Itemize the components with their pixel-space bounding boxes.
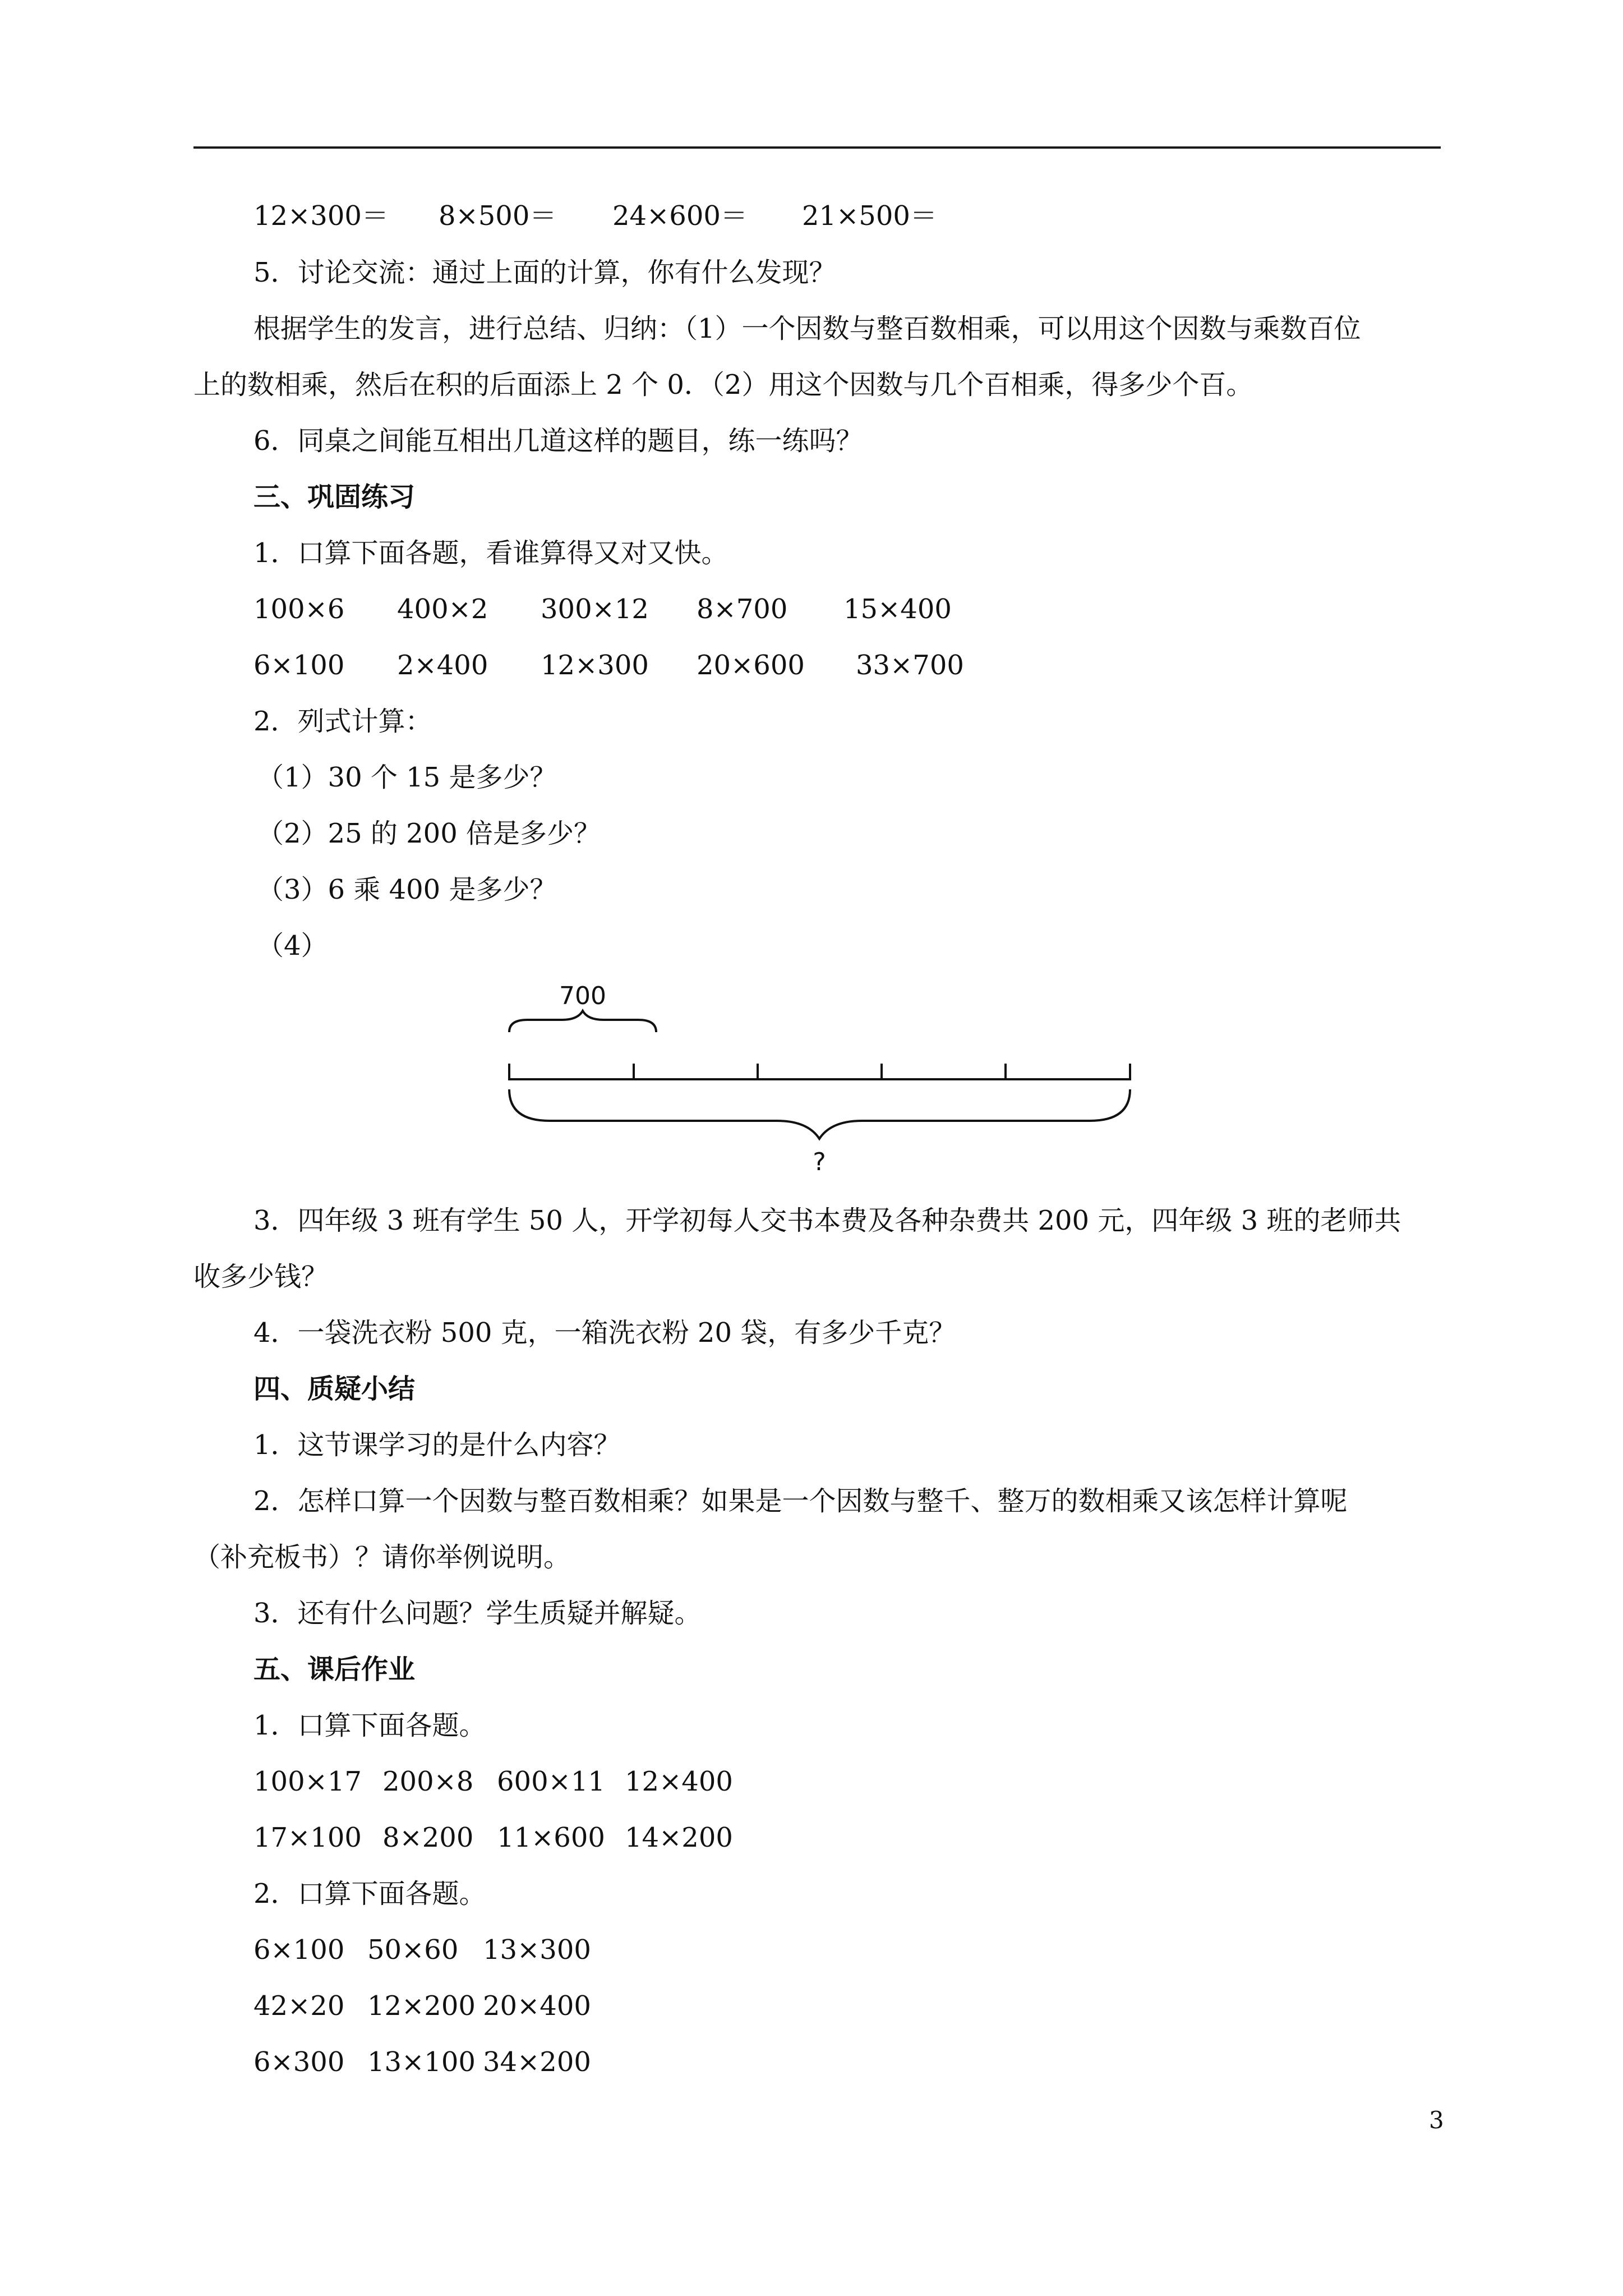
calc-item: 100×6 — [253, 593, 345, 625]
section-heading: 三、巩固练习 — [253, 481, 416, 513]
calc-item: 12×200 — [367, 1990, 476, 2022]
question-text: （补充板书）？请你举例说明。 — [193, 1542, 571, 1573]
header-rule — [193, 146, 1441, 149]
bottom-label: ? — [813, 1148, 826, 1176]
calc-item: 8×200 — [382, 1822, 474, 1853]
summary-line: 根据学生的发言，进行总结、归纳：（1）一个因数与整百数相乘，可以用这个因数与乘数百位 — [253, 313, 1361, 344]
calc-item: 12×400 — [625, 1766, 733, 1797]
calc-item: 8×700 — [697, 593, 788, 625]
calc-item: 17×100 — [253, 1822, 362, 1853]
calc-item: 20×600 — [697, 650, 805, 681]
calc-item: 100×17 — [253, 1766, 362, 1797]
sub-question: （4） — [257, 930, 328, 961]
calc-item: 20×400 — [483, 1990, 591, 2022]
calc-item: 12×300＝ — [253, 200, 389, 232]
calc-item: 2×400 — [397, 650, 488, 681]
question-text: 1．口算下面各题，看谁算得又对又快。 — [253, 537, 728, 569]
question-text: 3．还有什么问题？学生质疑并解疑。 — [253, 1598, 702, 1629]
question-text: 1．口算下面各题。 — [253, 1710, 486, 1741]
calc-item: 600×11 — [497, 1766, 605, 1797]
segment-diagram — [494, 970, 1138, 1184]
calc-item: 15×400 — [843, 593, 952, 625]
top-brace — [509, 1011, 656, 1032]
calc-item: 50×60 — [367, 1934, 459, 1966]
paragraph-5: 5．讨论交流：通过上面的计算，你有什么发现？ — [253, 257, 836, 288]
calc-item: 24×600＝ — [612, 200, 748, 232]
calc-item: 11×600 — [497, 1822, 605, 1853]
calc-item: 6×100 — [253, 1934, 345, 1966]
question-text: 1．这节课学习的是什么内容？ — [253, 1429, 621, 1461]
calc-item: 14×200 — [625, 1822, 733, 1853]
section-heading: 五、课后作业 — [253, 1654, 416, 1685]
question-text: 2．列式计算： — [253, 706, 432, 737]
question-text: 收多少钱？ — [193, 1261, 329, 1292]
calc-item: 12×300 — [541, 650, 649, 681]
calc-item: 6×300 — [253, 2046, 345, 2078]
calc-item: 400×2 — [397, 593, 488, 625]
summary-line: 上的数相乘，然后在积的后面添上 2 个 0．（2）用这个因数与几个百相乘，得多少个百。 — [193, 369, 1253, 401]
calc-item: 34×200 — [483, 2046, 591, 2078]
bottom-brace — [509, 1089, 1130, 1139]
sub-question: （2）25 的 200 倍是多少？ — [257, 818, 601, 849]
calc-item: 42×20 — [253, 1990, 345, 2022]
calc-item: 21×500＝ — [802, 200, 937, 232]
section-heading: 四、质疑小结 — [253, 1373, 416, 1405]
calc-item: 8×500＝ — [439, 200, 557, 232]
question-text: 4．一袋洗衣粉 500 克，一箱洗衣粉 20 袋，有多少千克？ — [253, 1317, 956, 1349]
calc-item: 200×8 — [382, 1766, 474, 1797]
question-text: 3．四年级 3 班有学生 50 人，开学初每人交书本费及各种杂费共 200 元，四年级 3 班的老师共 — [253, 1205, 1401, 1236]
sub-question: （1）30 个 15 是多少？ — [257, 762, 557, 793]
paragraph-6: 6．同桌之间能互相出几道这样的题目，练一练吗？ — [253, 425, 863, 457]
question-text: 2．怎样口算一个因数与整百数相乘？如果是一个因数与整千、整万的数相乘又该怎样计算呢 — [253, 1485, 1348, 1517]
calc-item: 13×100 — [367, 2046, 476, 2078]
sub-question: （3）6 乘 400 是多少？ — [257, 874, 557, 905]
top-label: 700 — [559, 982, 606, 1010]
calc-item: 300×12 — [541, 593, 649, 625]
calc-item: 33×700 — [856, 650, 964, 681]
calc-item: 13×300 — [483, 1934, 591, 1966]
page-number: 3 — [1429, 2106, 1444, 2134]
calc-item: 6×100 — [253, 650, 345, 681]
question-text: 2．口算下面各题。 — [253, 1878, 486, 1910]
